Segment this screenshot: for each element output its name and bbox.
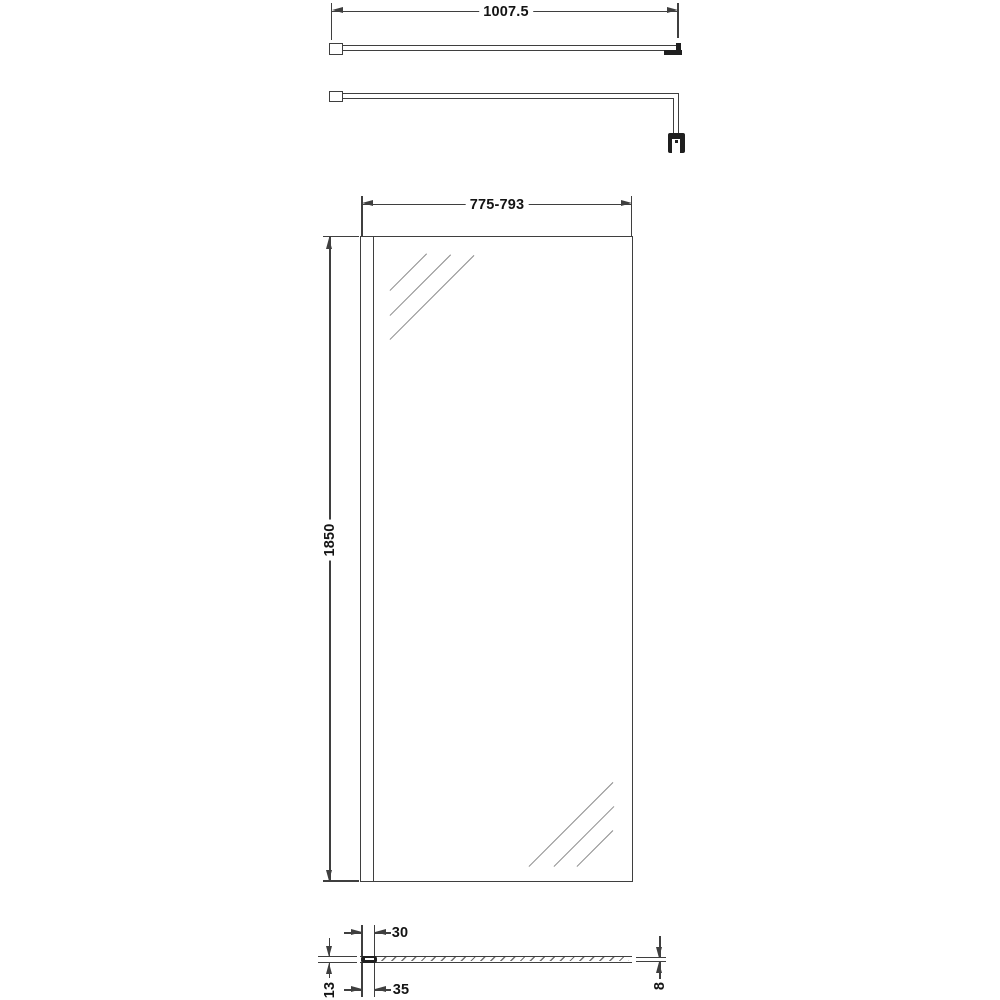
arrowhead-right: [621, 200, 632, 206]
arrowhead-down: [326, 870, 332, 881]
glass-panel: [373, 236, 633, 882]
profile-width-top-label: 30: [391, 924, 409, 941]
arrowhead-left: [375, 929, 386, 935]
bar-bottom-edge: [341, 50, 677, 51]
panel-height-dimension-label: 1850: [323, 519, 338, 560]
arrowhead-down: [656, 947, 662, 958]
glass-clamp-pin: [675, 140, 679, 144]
wall-profile: [360, 236, 374, 882]
plan-glass-hatch: [377, 957, 629, 961]
arrowhead-left: [362, 200, 373, 206]
plan-glass-strip-extension: [636, 957, 666, 962]
bar-top-edge: [341, 93, 679, 94]
wall-bracket: [329, 91, 343, 102]
profile-width-bottom-label: 35: [392, 981, 410, 998]
bar-top-edge: [341, 45, 677, 46]
arrowhead-down: [326, 946, 332, 957]
extension-line: [318, 956, 357, 957]
extension-line: [318, 962, 357, 963]
bar-length-dimension-label: 1007.5: [479, 4, 533, 19]
arrowhead-left: [332, 7, 343, 13]
arrowhead-right: [667, 7, 678, 13]
wall-bracket: [329, 43, 343, 55]
arrowhead-right: [351, 929, 362, 935]
plan-wall-profile-slot: [365, 958, 374, 960]
glass-thickness-label: 8: [651, 981, 668, 991]
arrowhead-up: [326, 238, 332, 249]
bar-bend-outer-edge: [678, 93, 679, 135]
bar-bend-inner-edge: [673, 98, 674, 135]
arrowhead-left: [375, 986, 386, 992]
bar-bottom-edge: [341, 98, 674, 99]
arrowhead-up: [326, 963, 332, 974]
arrowhead-right: [351, 986, 362, 992]
profile-depth-label: 13: [321, 981, 338, 999]
glass-clamp-end: [676, 43, 681, 54]
panel-width-dimension-label: 775-793: [466, 197, 529, 212]
arrowhead-up: [656, 962, 662, 973]
